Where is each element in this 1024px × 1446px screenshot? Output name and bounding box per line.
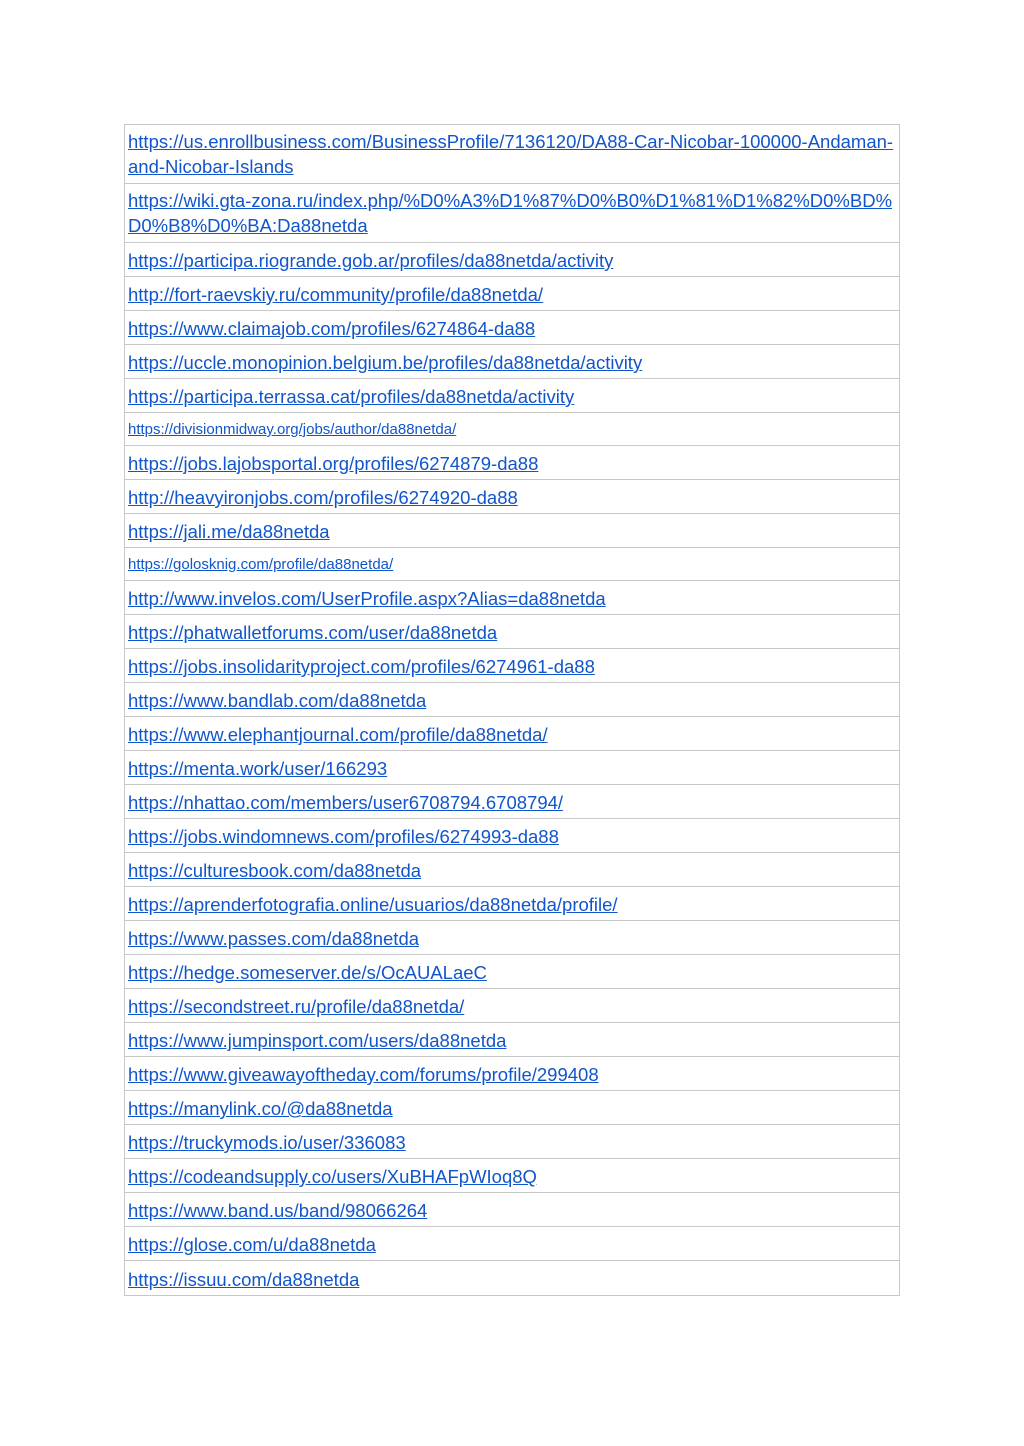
table-row xyxy=(125,1193,899,1227)
table-row xyxy=(125,184,899,243)
table-row xyxy=(125,581,899,615)
url-link[interactable]: https://jali.me/da88netda xyxy=(128,521,330,542)
table-row xyxy=(125,887,899,921)
table-row xyxy=(125,311,899,345)
url-link[interactable]: https://nhattao.com/members/user6708794.6708794/ xyxy=(128,792,564,813)
table-row xyxy=(125,615,899,649)
url-link[interactable]: https://aprenderfotografia.online/usuarios/da88netda/profile/ xyxy=(128,894,618,915)
url-link[interactable]: https://www.elephantjournal.com/profile/da88netda/ xyxy=(128,724,548,745)
url-link[interactable]: https://www.giveawayoftheday.com/forums/profile/299408 xyxy=(128,1064,599,1085)
table-row xyxy=(125,921,899,955)
table-row xyxy=(125,1057,899,1091)
table-row xyxy=(125,1159,899,1193)
url-link[interactable]: https://www.claimajob.com/profiles/6274864-da88 xyxy=(128,318,536,339)
table-row xyxy=(125,480,899,514)
url-link[interactable]: https://www.band.us/band/98066264 xyxy=(128,1200,428,1221)
url-link[interactable]: https://www.jumpinsport.com/users/da88netda xyxy=(128,1030,507,1051)
table-row xyxy=(125,413,899,446)
url-link[interactable]: http://www.invelos.com/UserProfile.aspx?Alias=da88netda xyxy=(128,588,606,609)
table-row xyxy=(125,1261,899,1295)
table-row xyxy=(125,345,899,379)
table-row xyxy=(125,785,899,819)
table-row xyxy=(125,683,899,717)
url-link[interactable]: https://divisionmidway.org/jobs/author/da88netda/ xyxy=(128,421,457,438)
table-row xyxy=(125,277,899,311)
url-link[interactable]: https://us.enrollbusiness.com/BusinessProfile/7136120/DA88-Car-Nicobar-100000-Andaman-and-Nicobar-Islands xyxy=(128,131,894,177)
url-link[interactable]: https://jobs.windomnews.com/profiles/6274993-da88 xyxy=(128,826,559,847)
table-row xyxy=(125,379,899,413)
url-link[interactable]: https://phatwalletforums.com/user/da88netda xyxy=(128,622,498,643)
table-row xyxy=(125,819,899,853)
url-link[interactable]: https://www.passes.com/da88netda xyxy=(128,928,420,949)
table-row xyxy=(125,1125,899,1159)
table-row xyxy=(125,649,899,683)
url-link[interactable]: https://glose.com/u/da88netda xyxy=(128,1234,376,1255)
url-link[interactable]: https://issuu.com/da88netda xyxy=(128,1268,360,1290)
url-link[interactable]: https://www.bandlab.com/da88netda xyxy=(128,690,427,711)
url-link[interactable]: https://truckymods.io/user/336083 xyxy=(128,1132,406,1153)
table-row xyxy=(125,514,899,548)
table-row xyxy=(125,1091,899,1125)
table-row xyxy=(125,717,899,751)
table-row xyxy=(125,853,899,887)
table-row xyxy=(125,446,899,480)
url-link[interactable]: https://hedge.someserver.de/s/OcAUALaeC xyxy=(128,962,487,983)
table-row xyxy=(125,125,899,184)
table-row xyxy=(125,548,899,581)
url-link[interactable]: https://participa.riogrande.gob.ar/profiles/da88netda/activity xyxy=(128,250,614,271)
table-row xyxy=(125,243,899,277)
table-row xyxy=(125,989,899,1023)
url-link[interactable]: https://secondstreet.ru/profile/da88netda/ xyxy=(128,996,465,1017)
url-link[interactable]: https://culturesbook.com/da88netda xyxy=(128,860,422,881)
url-link[interactable]: https://codeandsupply.co/users/XuBHAFpWIoq8Q xyxy=(128,1166,537,1187)
link-table xyxy=(124,124,900,1296)
url-link[interactable]: http://heavyironjobs.com/profiles/6274920-da88 xyxy=(128,487,518,508)
url-link[interactable]: https://jobs.lajobsportal.org/profiles/6274879-da88 xyxy=(128,453,539,474)
url-link[interactable]: https://manylink.co/@da88netda xyxy=(128,1098,393,1119)
url-link[interactable]: https://golosknig.com/profile/da88netda/ xyxy=(128,556,394,573)
url-link[interactable]: https://wiki.gta-zona.ru/index.php/%D0%A3%D1%87%D0%B0%D1%81%D1%82%D0%BD%D0%B8%D0%BA:Da88netda xyxy=(128,190,893,236)
url-link[interactable]: https://uccle.monopinion.belgium.be/profiles/da88netda/activity xyxy=(128,352,643,373)
url-link[interactable]: https://participa.terrassa.cat/profiles/da88netda/activity xyxy=(128,386,575,407)
table-row xyxy=(125,955,899,989)
table-row xyxy=(125,1227,899,1261)
table-row xyxy=(125,751,899,785)
url-link[interactable]: https://menta.work/user/166293 xyxy=(128,758,388,779)
table-row xyxy=(125,1023,899,1057)
url-link[interactable]: https://jobs.insolidarityproject.com/profiles/6274961-da88 xyxy=(128,656,595,677)
url-link[interactable]: http://fort-raevskiy.ru/community/profile/da88netda/ xyxy=(128,284,544,305)
